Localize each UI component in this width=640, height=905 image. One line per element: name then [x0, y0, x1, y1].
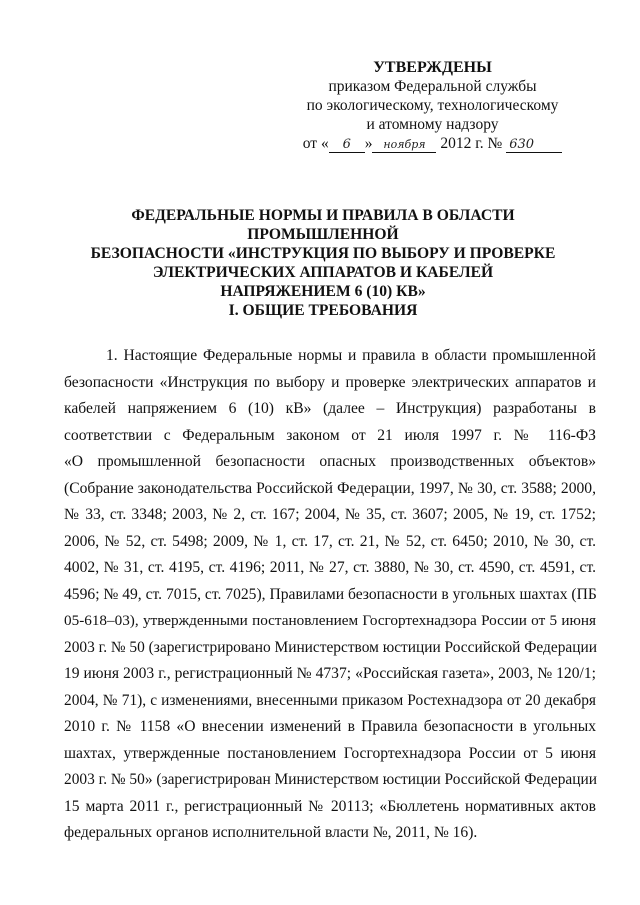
title-line-3: ЭЛЕКТРИЧЕСКИХ АППАРАТОВ И КАБЕЛЕЙ	[152, 264, 494, 281]
paragraph-line: шахтах, утвержденные постановлением Госгортехнадзора России от 5 июня	[64, 744, 596, 762]
paragraph-line: 15 марта 2011 г., регистрационный № 20113; «Бюллетень нормативных актов	[64, 797, 596, 815]
handwritten-number: 630	[506, 138, 562, 153]
paragraph-line: 2010 г. № 1158 «О внесении изменений в Правила безопасности в угольных	[64, 718, 596, 735]
paragraph-line: безопасности «Инструкция по выбору и проверке электрических аппаратов и	[64, 373, 596, 391]
title-line-4: НАПРЯЖЕНИЕМ 6 (10) КВ»	[220, 283, 426, 300]
approval-line-2: по экологическому, технологическому	[306, 97, 559, 114]
title-line-1: ФЕДЕРАЛЬНЫЕ НОРМЫ И ПРАВИЛА В ОБЛАСТИ ПРОМЫШЛЕННОЙ	[131, 207, 515, 243]
paragraph-line: «О промышленной безопасности опасных производственных объектов»	[64, 453, 596, 470]
paragraph-line: № 33, ст. 3348; 2003, № 2, ст. 167; 2004, № 35, ст. 3607; 2005, № 19, ст. 1752;	[64, 506, 596, 523]
paragraph-line: 2004, № 71), с изменениями, внесенными приказом Ростехнадзора от 20 декабря	[64, 691, 596, 709]
paragraph-line: 19 июня 2003 г., регистрационный № 4737; «Российская газета», 2003, № 120/1;	[64, 665, 596, 682]
paragraph-line: 2003 г. № 50 (зарегистрировано Министерством юстиции Российской Федерации	[64, 638, 597, 656]
handwritten-month: ноября	[372, 138, 436, 153]
approval-block	[300, 58, 565, 153]
date-year: 2012 г. №	[440, 135, 503, 152]
paragraph-line: 05-618–03), утвержденными постановлением Госгортехнадзора России от 5 июня	[64, 612, 596, 629]
paragraph-line: 4002, № 31, ст. 4195, ст. 4196; 2011, № 27, ст. 3880, № 30, ст. 4590, ст. 4591, ст.	[64, 559, 596, 576]
paragraph-line: соответствии с Федеральным законом от 21 июля 1997 г. № 116-ФЗ	[64, 426, 596, 444]
paragraph-line: федеральных органов исполнительной власти №, 2011, № 16).	[64, 824, 478, 841]
handwritten-day: 6	[329, 138, 365, 153]
paragraph-line: 1. Настоящие Федеральные нормы и правила в области промышленной	[106, 347, 596, 364]
approval-line-3: и атомному надзору	[366, 116, 499, 133]
paragraph-line: 2003 г. № 50» (зарегистрирован Министерством юстиции Российской Федерации	[64, 771, 597, 788]
paragraph-line: (Собрание законодательства Российской Федерации, 1997, № 30, ст. 3588; 2000,	[64, 479, 596, 497]
approval-date-line	[300, 134, 565, 153]
paragraph-line: 2006, № 52, ст. 5498; 2009, № 1, ст. 17, ст. 21, № 52, ст. 6450; 2010, № 30, ст.	[64, 532, 596, 550]
date-mid: »	[364, 135, 373, 152]
approval-heading: УТВЕРЖДЕНЫ	[373, 59, 492, 76]
approval-line-1: приказом Федеральной службы	[328, 78, 537, 95]
section-heading: I. ОБЩИЕ ТРЕБОВАНИЯ	[228, 302, 418, 319]
title-line-2: БЕЗОПАСНОСТИ «ИНСТРУКЦИЯ ПО ВЫБОРУ И ПРОВЕРКЕ	[90, 245, 556, 262]
document-title	[58, 206, 588, 301]
date-prefix: от «	[302, 135, 329, 152]
paragraph-line: 4596; № 49, ст. 7015, ст. 7025), Правилами безопасности в угольных шахтах (ПБ	[64, 585, 597, 603]
paragraph-1	[64, 343, 596, 847]
paragraph-line: кабелей напряжением 6 (10) кВ» (далее – Инструкция) разработаны в	[64, 400, 596, 417]
